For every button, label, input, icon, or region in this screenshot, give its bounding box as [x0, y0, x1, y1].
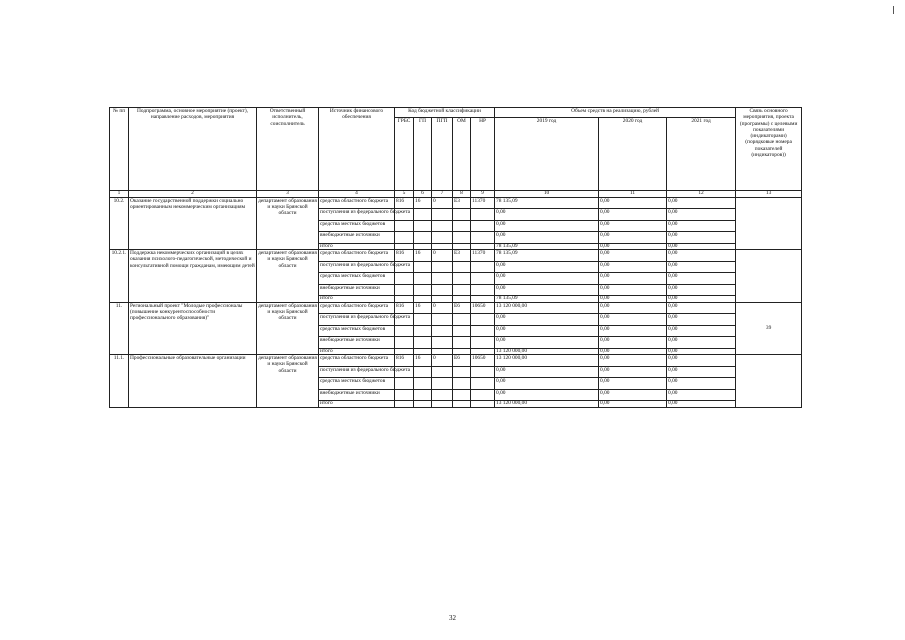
- row-kbk-code: [453, 220, 471, 232]
- table-body: [110, 197, 802, 407]
- row-amount: 0,00: [599, 284, 667, 296]
- row-kbk-code: 0: [432, 302, 453, 314]
- row-source: средства местных бюджетов: [319, 273, 395, 285]
- row-kbk-code: [395, 232, 414, 244]
- row-kbk-code: 816: [395, 355, 414, 367]
- row-kbk-code: [432, 401, 453, 408]
- row-source: поступления из федерального бюджета: [319, 366, 395, 378]
- row-amount: 0,00: [599, 325, 667, 337]
- row-kbk-code: [395, 325, 414, 337]
- row-kbk-code: [471, 273, 495, 285]
- row-kbk-code: 0: [432, 197, 453, 209]
- row-responsible: департамент образования и науки Брянской области: [257, 197, 319, 250]
- table-row: [110, 302, 802, 314]
- row-amount: 0,00: [495, 232, 599, 244]
- row-kbk-code: 16: [414, 355, 432, 367]
- row-indicator-link: [736, 355, 802, 408]
- row-source: внебюджетные источники: [319, 284, 395, 296]
- row-amount: 0,00: [599, 378, 667, 390]
- row-source: итого: [319, 243, 395, 250]
- row-amount: 0,00: [495, 325, 599, 337]
- row-amount: 0,00: [495, 220, 599, 232]
- row-kbk-code: Е3: [453, 197, 471, 209]
- row-kbk-code: [471, 209, 495, 221]
- scan-corner-mark: [893, 6, 894, 14]
- table-row: [110, 355, 802, 367]
- row-source: внебюджетные источники: [319, 389, 395, 401]
- row-amount: 0,00: [667, 348, 736, 355]
- row-amount: 0,00: [495, 284, 599, 296]
- row-amount: 0,00: [667, 337, 736, 349]
- row-kbk-code: [432, 232, 453, 244]
- row-amount: 13 120 000,00: [495, 302, 599, 314]
- row-kbk-code: [432, 378, 453, 390]
- row-source: средства областного бюджета: [319, 355, 395, 367]
- header-kbk-nr: НР: [471, 118, 495, 191]
- row-amount: 0,00: [599, 348, 667, 355]
- row-amount: 0,00: [495, 314, 599, 326]
- row-amount: 0,00: [599, 296, 667, 303]
- row-kbk-code: [471, 232, 495, 244]
- header-num: № пп: [110, 108, 129, 191]
- header-responsible: Ответственный исполнитель, соисполнитель: [257, 108, 319, 191]
- header-indicator-link: Связь основного мероприятия, проекта (программы) с целевыми показателями (индикаторами) (порядковые номера показателей (индикаторов)): [736, 108, 802, 191]
- row-amount: 0,00: [599, 389, 667, 401]
- row-kbk-code: [453, 273, 471, 285]
- header-year-2019: 2019 год: [495, 118, 599, 191]
- row-responsible: департамент образования и науки Брянской области: [257, 250, 319, 303]
- row-kbk-code: [414, 261, 432, 273]
- row-kbk-code: [471, 378, 495, 390]
- row-kbk-code: [453, 261, 471, 273]
- row-source: средства областного бюджета: [319, 197, 395, 209]
- row-kbk-code: [432, 220, 453, 232]
- column-number: 5: [395, 191, 414, 198]
- row-amount: 78 135,09: [495, 197, 599, 209]
- row-kbk-code: [414, 314, 432, 326]
- row-kbk-code: Е6: [453, 302, 471, 314]
- page-number: 32: [449, 614, 456, 622]
- row-kbk-code: 16: [414, 197, 432, 209]
- row-kbk-code: [471, 389, 495, 401]
- table-row: [110, 250, 802, 262]
- row-kbk-code: [414, 273, 432, 285]
- row-kbk-code: [414, 232, 432, 244]
- row-amount: 0,00: [667, 284, 736, 296]
- row-kbk-code: 11370: [471, 250, 495, 262]
- row-kbk-code: [414, 209, 432, 221]
- row-source: итого: [319, 348, 395, 355]
- row-number: 10.2.1.: [110, 250, 129, 303]
- row-source: поступления из федерального бюджета: [319, 314, 395, 326]
- row-amount: 13 120 000,00: [495, 348, 599, 355]
- row-amount: 0,00: [495, 337, 599, 349]
- row-activity-name: Профессиональные образовательные организации: [129, 355, 257, 408]
- row-kbk-code: [432, 314, 453, 326]
- row-kbk-code: 0: [432, 250, 453, 262]
- row-amount: 0,00: [667, 220, 736, 232]
- row-indicator-link: 39: [736, 302, 802, 355]
- row-kbk-code: [453, 314, 471, 326]
- row-kbk-code: [471, 314, 495, 326]
- row-source: средства местных бюджетов: [319, 325, 395, 337]
- row-kbk-code: [453, 209, 471, 221]
- table-header: [110, 108, 802, 198]
- column-number: 1: [110, 191, 129, 198]
- row-amount: 13 120 000,00: [495, 401, 599, 408]
- row-kbk-code: [395, 284, 414, 296]
- column-number: 9: [471, 191, 495, 198]
- row-kbk-code: [471, 284, 495, 296]
- row-source: средства местных бюджетов: [319, 378, 395, 390]
- row-kbk-code: 16: [414, 302, 432, 314]
- row-kbk-code: 11370: [471, 197, 495, 209]
- row-source: внебюджетные источники: [319, 232, 395, 244]
- row-indicator-link: [736, 197, 802, 250]
- row-kbk-code: [471, 337, 495, 349]
- row-kbk-code: [432, 389, 453, 401]
- row-source: средства областного бюджета: [319, 250, 395, 262]
- row-kbk-code: [432, 366, 453, 378]
- header-year-2020: 2020 год: [599, 118, 667, 191]
- row-source: итого: [319, 296, 395, 303]
- row-amount: 0,00: [667, 209, 736, 221]
- row-number: 10.2.: [110, 197, 129, 250]
- row-kbk-code: 16: [414, 250, 432, 262]
- row-kbk-code: [471, 366, 495, 378]
- row-kbk-code: 816: [395, 250, 414, 262]
- row-amount: 0,00: [667, 296, 736, 303]
- header-year-2021: 2021 год: [667, 118, 736, 191]
- row-kbk-code: [432, 273, 453, 285]
- header-volume: Объем средств на реализацию, рублей: [495, 108, 736, 118]
- row-amount: 0,00: [667, 378, 736, 390]
- row-amount: 0,00: [495, 366, 599, 378]
- row-amount: 0,00: [667, 243, 736, 250]
- row-kbk-code: 816: [395, 302, 414, 314]
- row-kbk-code: [453, 325, 471, 337]
- column-number: 3: [257, 191, 319, 198]
- row-responsible: департамент образования и науки Брянской области: [257, 302, 319, 355]
- header-kbk-om: ОМ: [453, 118, 471, 191]
- column-number: 2: [129, 191, 257, 198]
- row-amount: 0,00: [667, 302, 736, 314]
- row-kbk-code: [471, 220, 495, 232]
- row-amount: 0,00: [667, 250, 736, 262]
- row-amount: 0,00: [495, 378, 599, 390]
- row-kbk-code: [453, 232, 471, 244]
- row-kbk-code: [414, 378, 432, 390]
- header-kbk-pgp: ПГП: [432, 118, 453, 191]
- row-amount: 78 135,09: [495, 296, 599, 303]
- row-amount: 0,00: [599, 197, 667, 209]
- row-amount: 0,00: [599, 273, 667, 285]
- header-kbk-grbs: ГРБС: [395, 118, 414, 191]
- budget-table: [109, 107, 802, 408]
- header-kbk-gp: ГП: [414, 118, 432, 191]
- row-amount: 0,00: [667, 366, 736, 378]
- row-amount: 0,00: [599, 401, 667, 408]
- row-source: итого: [319, 401, 395, 408]
- row-kbk-code: [395, 401, 414, 408]
- row-responsible: департамент образования и науки Брянской области: [257, 355, 319, 408]
- row-source: внебюджетные источники: [319, 337, 395, 349]
- row-amount: 0,00: [667, 232, 736, 244]
- row-amount: 0,00: [495, 273, 599, 285]
- row-amount: 0,00: [667, 261, 736, 273]
- row-kbk-code: [453, 284, 471, 296]
- row-kbk-code: [395, 337, 414, 349]
- row-amount: 0,00: [599, 232, 667, 244]
- column-number: 8: [453, 191, 471, 198]
- row-amount: 0,00: [667, 314, 736, 326]
- row-amount: 0,00: [599, 250, 667, 262]
- header-kbk: Код бюджетной классификации: [395, 108, 495, 118]
- row-activity-name: Региональный проект "Молодые профессионалы (повышение конкурентоспособности профессионального образования)": [129, 302, 257, 355]
- row-amount: 0,00: [599, 314, 667, 326]
- row-amount: 0,00: [667, 197, 736, 209]
- row-kbk-code: [414, 366, 432, 378]
- row-kbk-code: [432, 325, 453, 337]
- row-amount: 0,00: [495, 261, 599, 273]
- row-kbk-code: Е6: [453, 355, 471, 367]
- row-kbk-code: [414, 220, 432, 232]
- row-amount: 0,00: [599, 243, 667, 250]
- row-amount: 0,00: [667, 389, 736, 401]
- row-kbk-code: [471, 325, 495, 337]
- row-amount: 0,00: [599, 209, 667, 221]
- table-row: [110, 197, 802, 209]
- row-amount: 0,00: [495, 389, 599, 401]
- column-number: 10: [495, 191, 599, 198]
- row-kbk-code: [414, 284, 432, 296]
- row-amount: 78 135,09: [495, 250, 599, 262]
- row-kbk-code: 10650: [471, 355, 495, 367]
- row-kbk-code: [414, 337, 432, 349]
- header-source: Источник финансового обеспечения: [319, 108, 395, 191]
- row-kbk-code: [432, 284, 453, 296]
- row-kbk-code: [453, 366, 471, 378]
- row-kbk-code: [395, 273, 414, 285]
- row-kbk-code: [471, 401, 495, 408]
- row-kbk-code: [453, 378, 471, 390]
- column-number: 7: [432, 191, 453, 198]
- row-kbk-code: 10650: [471, 302, 495, 314]
- row-kbk-code: [414, 401, 432, 408]
- column-number: 12: [667, 191, 736, 198]
- row-source: средства областного бюджета: [319, 302, 395, 314]
- row-kbk-code: Е3: [453, 250, 471, 262]
- row-amount: 0,00: [599, 366, 667, 378]
- row-kbk-code: [395, 378, 414, 390]
- row-amount: 78 135,09: [495, 243, 599, 250]
- row-source: средства местных бюджетов: [319, 220, 395, 232]
- column-number: 13: [736, 191, 802, 198]
- row-amount: 0,00: [667, 355, 736, 367]
- row-kbk-code: [432, 337, 453, 349]
- row-kbk-code: [414, 325, 432, 337]
- row-amount: 0,00: [599, 220, 667, 232]
- row-amount: 0,00: [599, 337, 667, 349]
- column-number: 11: [599, 191, 667, 198]
- row-kbk-code: [471, 261, 495, 273]
- row-kbk-code: [432, 261, 453, 273]
- column-number: 4: [319, 191, 395, 198]
- row-source: поступления из федерального бюджета: [319, 209, 395, 221]
- row-source: поступления из федерального бюджета: [319, 261, 395, 273]
- row-number: 11.1.: [110, 355, 129, 408]
- row-number: 11.: [110, 302, 129, 355]
- row-kbk-code: [453, 401, 471, 408]
- row-amount: 0,00: [667, 401, 736, 408]
- row-amount: 13 120 000,00: [495, 355, 599, 367]
- row-amount: 0,00: [667, 273, 736, 285]
- column-number: 6: [414, 191, 432, 198]
- row-kbk-code: 0: [432, 355, 453, 367]
- row-kbk-code: [453, 389, 471, 401]
- row-activity-name: Поддержка некоммерческих организаций в целях оказания психолого-педагогической, методической и консультативной помощи гражданам, имеющим детей: [129, 250, 257, 303]
- row-kbk-code: [414, 389, 432, 401]
- row-amount: 0,00: [599, 302, 667, 314]
- row-kbk-code: [453, 337, 471, 349]
- row-activity-name: Оказание государственной поддержки социально ориентированным некоммерческим организациям: [129, 197, 257, 250]
- row-amount: 0,00: [667, 325, 736, 337]
- row-indicator-link: [736, 250, 802, 303]
- row-kbk-code: [395, 389, 414, 401]
- header-name: Подпрограмма, основное мероприятие (проект), направление расходов, мероприятия: [129, 108, 257, 191]
- row-kbk-code: 816: [395, 197, 414, 209]
- row-kbk-code: [432, 209, 453, 221]
- row-amount: 0,00: [599, 261, 667, 273]
- row-amount: 0,00: [495, 209, 599, 221]
- row-amount: 0,00: [599, 355, 667, 367]
- row-kbk-code: [395, 220, 414, 232]
